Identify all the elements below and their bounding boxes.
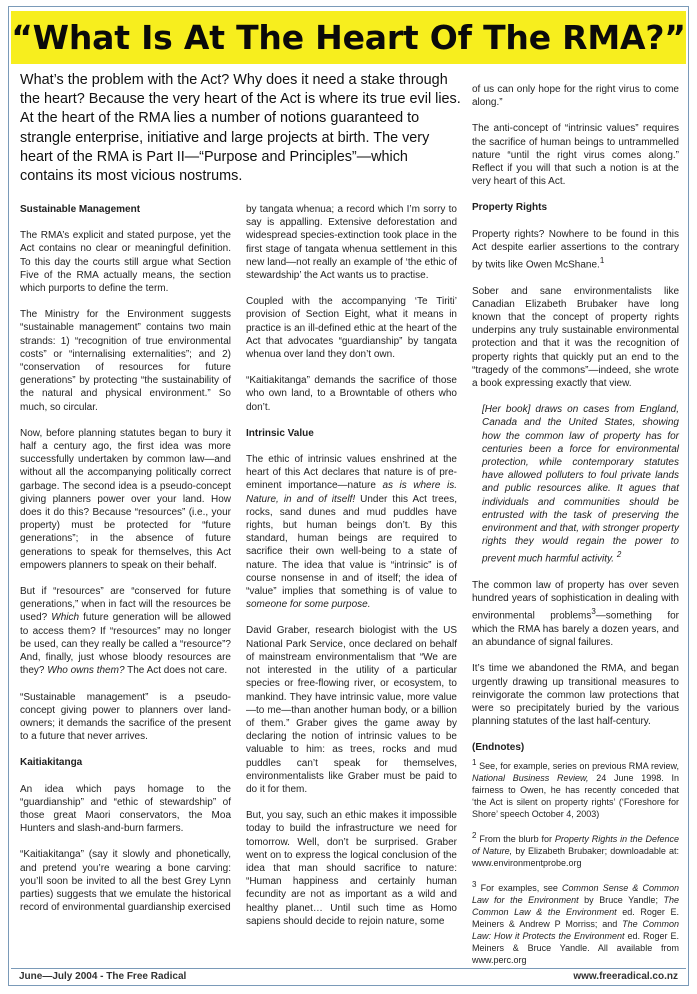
paragraph: But if “resources” are “conserved for future generations,” when in fact will the resources be used? Which future generation will be allowed to access them? If “resources” may no longer be used, can they really be called a “resource”? And, finally, just whose bloody resources are they? Who owns them? The Act does not care. — [20, 586, 231, 677]
paragraph: The RMA’s explicit and stated purpose, yet the Act contains no clear or meaningful definition. To this day the courts still argue what Section Five of the RMA actually means, the section which purports to define the term. — [20, 230, 231, 295]
endnote: $^1$ See, for example, series on previous RMA review, National Business Review, 24 June 1998. In fairness to Owen, he has recently conceded that ‘the Act is silent on property rights’ (‘Foreshore for Shore’ speech October 4, 2003) — [472, 757, 679, 819]
page-footer — [11, 968, 686, 985]
column-2 — [246, 203, 457, 941]
paragraph: But, you say, such an ethic makes it impossible today to build the infrastructure we need for tomorrow. Well, don’t be surprised. Graber went on to express the logical conclusion of the idea that man should sacrifice to nature: “Human happiness and certainly human fecundity are not as important as a wild and healthy planet… Until such time as Homo sapiens should decide to rejoin nature, some — [246, 810, 457, 927]
paragraph: of us can only hope for the right virus to come along.” — [472, 84, 679, 109]
page-title: “What Is At The Heart Of The RMA?” — [11, 18, 686, 57]
paragraph: “Kaitiakitanga” demands the sacrifice of those who own land, to a Browntable of others who don’t. — [246, 375, 457, 413]
footer-issue: June—July 2004 - The Free Radical — [19, 971, 187, 982]
paragraph: The anti-concept of “intrinsic values” requires the sacrifice of human beings to untrammelled nature “until the right virus comes along.” Reflect if you will that such a notion is at the very heart of this Act. — [472, 123, 679, 188]
paragraph: Sober and sane environmentalists like Canadian Elizabeth Brubaker have long known that the concept of property rights underpins any truly sustainable environmental protection and that it was the recognition of property rights that quickly put an end to the “tragedy of the commons”—indeed, she wrote a book expressing exactly that view. — [472, 285, 679, 389]
paragraph: Property rights? Nowhere to be found in this Act despite earlier assertions to the contrary by twits like Owen McShane.$^1$ — [472, 228, 679, 271]
heading-kaitiakitanga: Kaitiakitanga — [20, 757, 83, 769]
endnotes-heading: (Endnotes) — [472, 742, 525, 754]
footnote-ref: 2 — [616, 550, 622, 560]
paragraph: Now, before planning statutes began to bury it half a century ago, the first idea was more successfully undertaken by common law—and without all the accompanying politically correct garbage. The second idea is a pseudo-concept giving planners power over your land. How does it do this? Because “resources” (i.e., your property) must be protected for “future generations”; in the absence of future generations to speak for themselves, this Act empowers planners to speak on their behalf. — [20, 427, 231, 571]
column-1 — [20, 203, 231, 927]
footnote-ref: 3 — [591, 607, 596, 617]
paragraph: “Kaitiakitanga” (say it slowly and phonetically, and pretend you’re wearing a bone carving: you’ll soon be invited to all the best Grey Lynn parties) suggests that we emulate the historical record of environmental guardianship exercised — [20, 849, 231, 914]
paragraph: “Sustainable management” is a pseudo-concept giving power to planners over land-owners; it demands the sacrifice of the present to a future that never arrives. — [20, 691, 231, 743]
intro-paragraph: What’s the problem with the Act? Why does it need a stake through the heart? Because the very heart of the Act is where its true evil lies. At the heart of the RMA lies a number of notions guaranteed to strangle enterprise, initiative and large projects at birth. The very heart of the RMA is Part II—“Purpose and Principles”—which contains its most vicious nostrums. — [20, 72, 461, 185]
paragraph: The Ministry for the Environment suggests “sustainable management” contains two main strands: 1) “recognition of true environmental costs” or “internalising externalities”; and 2) “conservation of resources for future generations” by protecting “the sustainability of the natural and physical environment.” So much, so circular. — [20, 309, 231, 413]
endnote: $^2$ From the blurb for Property Rights in the Defence of Nature, by Elizabeth Brubaker; downloadable at: www.environmentprobe.org — [472, 830, 679, 868]
column-3 — [472, 83, 679, 976]
paragraph: Coupled with the accompanying ‘Te Tiriti’ provision of Section Eight, what it means in practice is an ill-defined ethic at the heart of the Act that advocates “guardianship” by tangata whenua over land they don’t own. — [246, 296, 457, 361]
paragraph: The common law of property has over seven hundred years of sophistication in dealing with environmental problems$^3$—something for which the RMA has barely a dozen years, and an abundance of signal failures. — [472, 579, 679, 649]
endnote: $^3$ For examples, see Common Sense & Common Law for the Environment by Bruce Yandle; The Common Law & the Environment ed. Roger E. Meiners & Andrew P Morriss; and The Common Law: How it Protects the Environment ed. Roger E. Meiners & Bruce Yandle. All available from www.perc.org — [472, 879, 680, 965]
paragraph: The ethic of intrinsic values enshrined at the heart of this Act declares that nature is of pre-eminent importance—nature as is where is. Nature, in and of itself! Under this Act trees, rocks, sand dunes and mud puddles have rights, but human beings don’t. By this standard, human beings are required to sacrifice their own well-being to a state of nature. The idea that value is “intrinsic” is of course nonsense in and of itself; the idea of “value” implies that something is of value to someone for some purpose. — [246, 454, 457, 611]
footnote-ref: 1 — [599, 256, 605, 266]
block-quote: [Her book] draws on cases from England, Canada and the United States, showing how the common law of property has for centuries been a force for environmental protection, while contemporary statutes have allowed polluters to foul private lands and public resources alike. It agues that individuals and communities should be entrusted with the task of preserving the environment and that, with stronger property rights they would regain the power to prevent much harmful activity. $^2$ — [482, 404, 679, 565]
title-banner — [11, 11, 686, 64]
paragraph: by tangata whenua; a record which I’m sorry to say is appalling. Extensive deforestation and widespread species-extinction took place in the first stage of tangata whenua settlement in this new land—not really an example of ‘the ethic of stewardship’ the Act wants us to practise. — [246, 204, 457, 282]
paragraph: David Graber, research biologist with the US National Park Service, once declared on behalf of mainstream environmentalism that “We are not interested in the utility of a particular species or free-flowing river, or ecosystem, to mankind. They have intrinsic value, more value—to me—than another human body, or a billion of them.” Graber gives the game away by declaring the notion of intrinsic values to be valuable to him: as trees, rocks and mud puddles can’t speak for themselves, environmentalists like Graber must be paid to do it for them. — [246, 625, 457, 795]
paragraph: It’s time we abandoned the RMA, and began urgently drawing up transitional measures to reinvigorate the common law protections that were so precipitately buried by the various planning statutes of the last half-century. — [472, 663, 679, 728]
heading-property-rights: Property Rights — [472, 202, 548, 214]
heading-sustainable-management: Sustainable Management — [20, 204, 141, 215]
footer-website-link[interactable]: www.freeradical.co.nz — [573, 971, 678, 982]
heading-intrinsic-value: Intrinsic Value — [246, 427, 314, 439]
paragraph: An idea which pays homage to the “guardianship” and “ethic of stewardship” of those great Maori conservators, the Moa Hunters and slash-and-burn farmers. — [20, 783, 231, 835]
